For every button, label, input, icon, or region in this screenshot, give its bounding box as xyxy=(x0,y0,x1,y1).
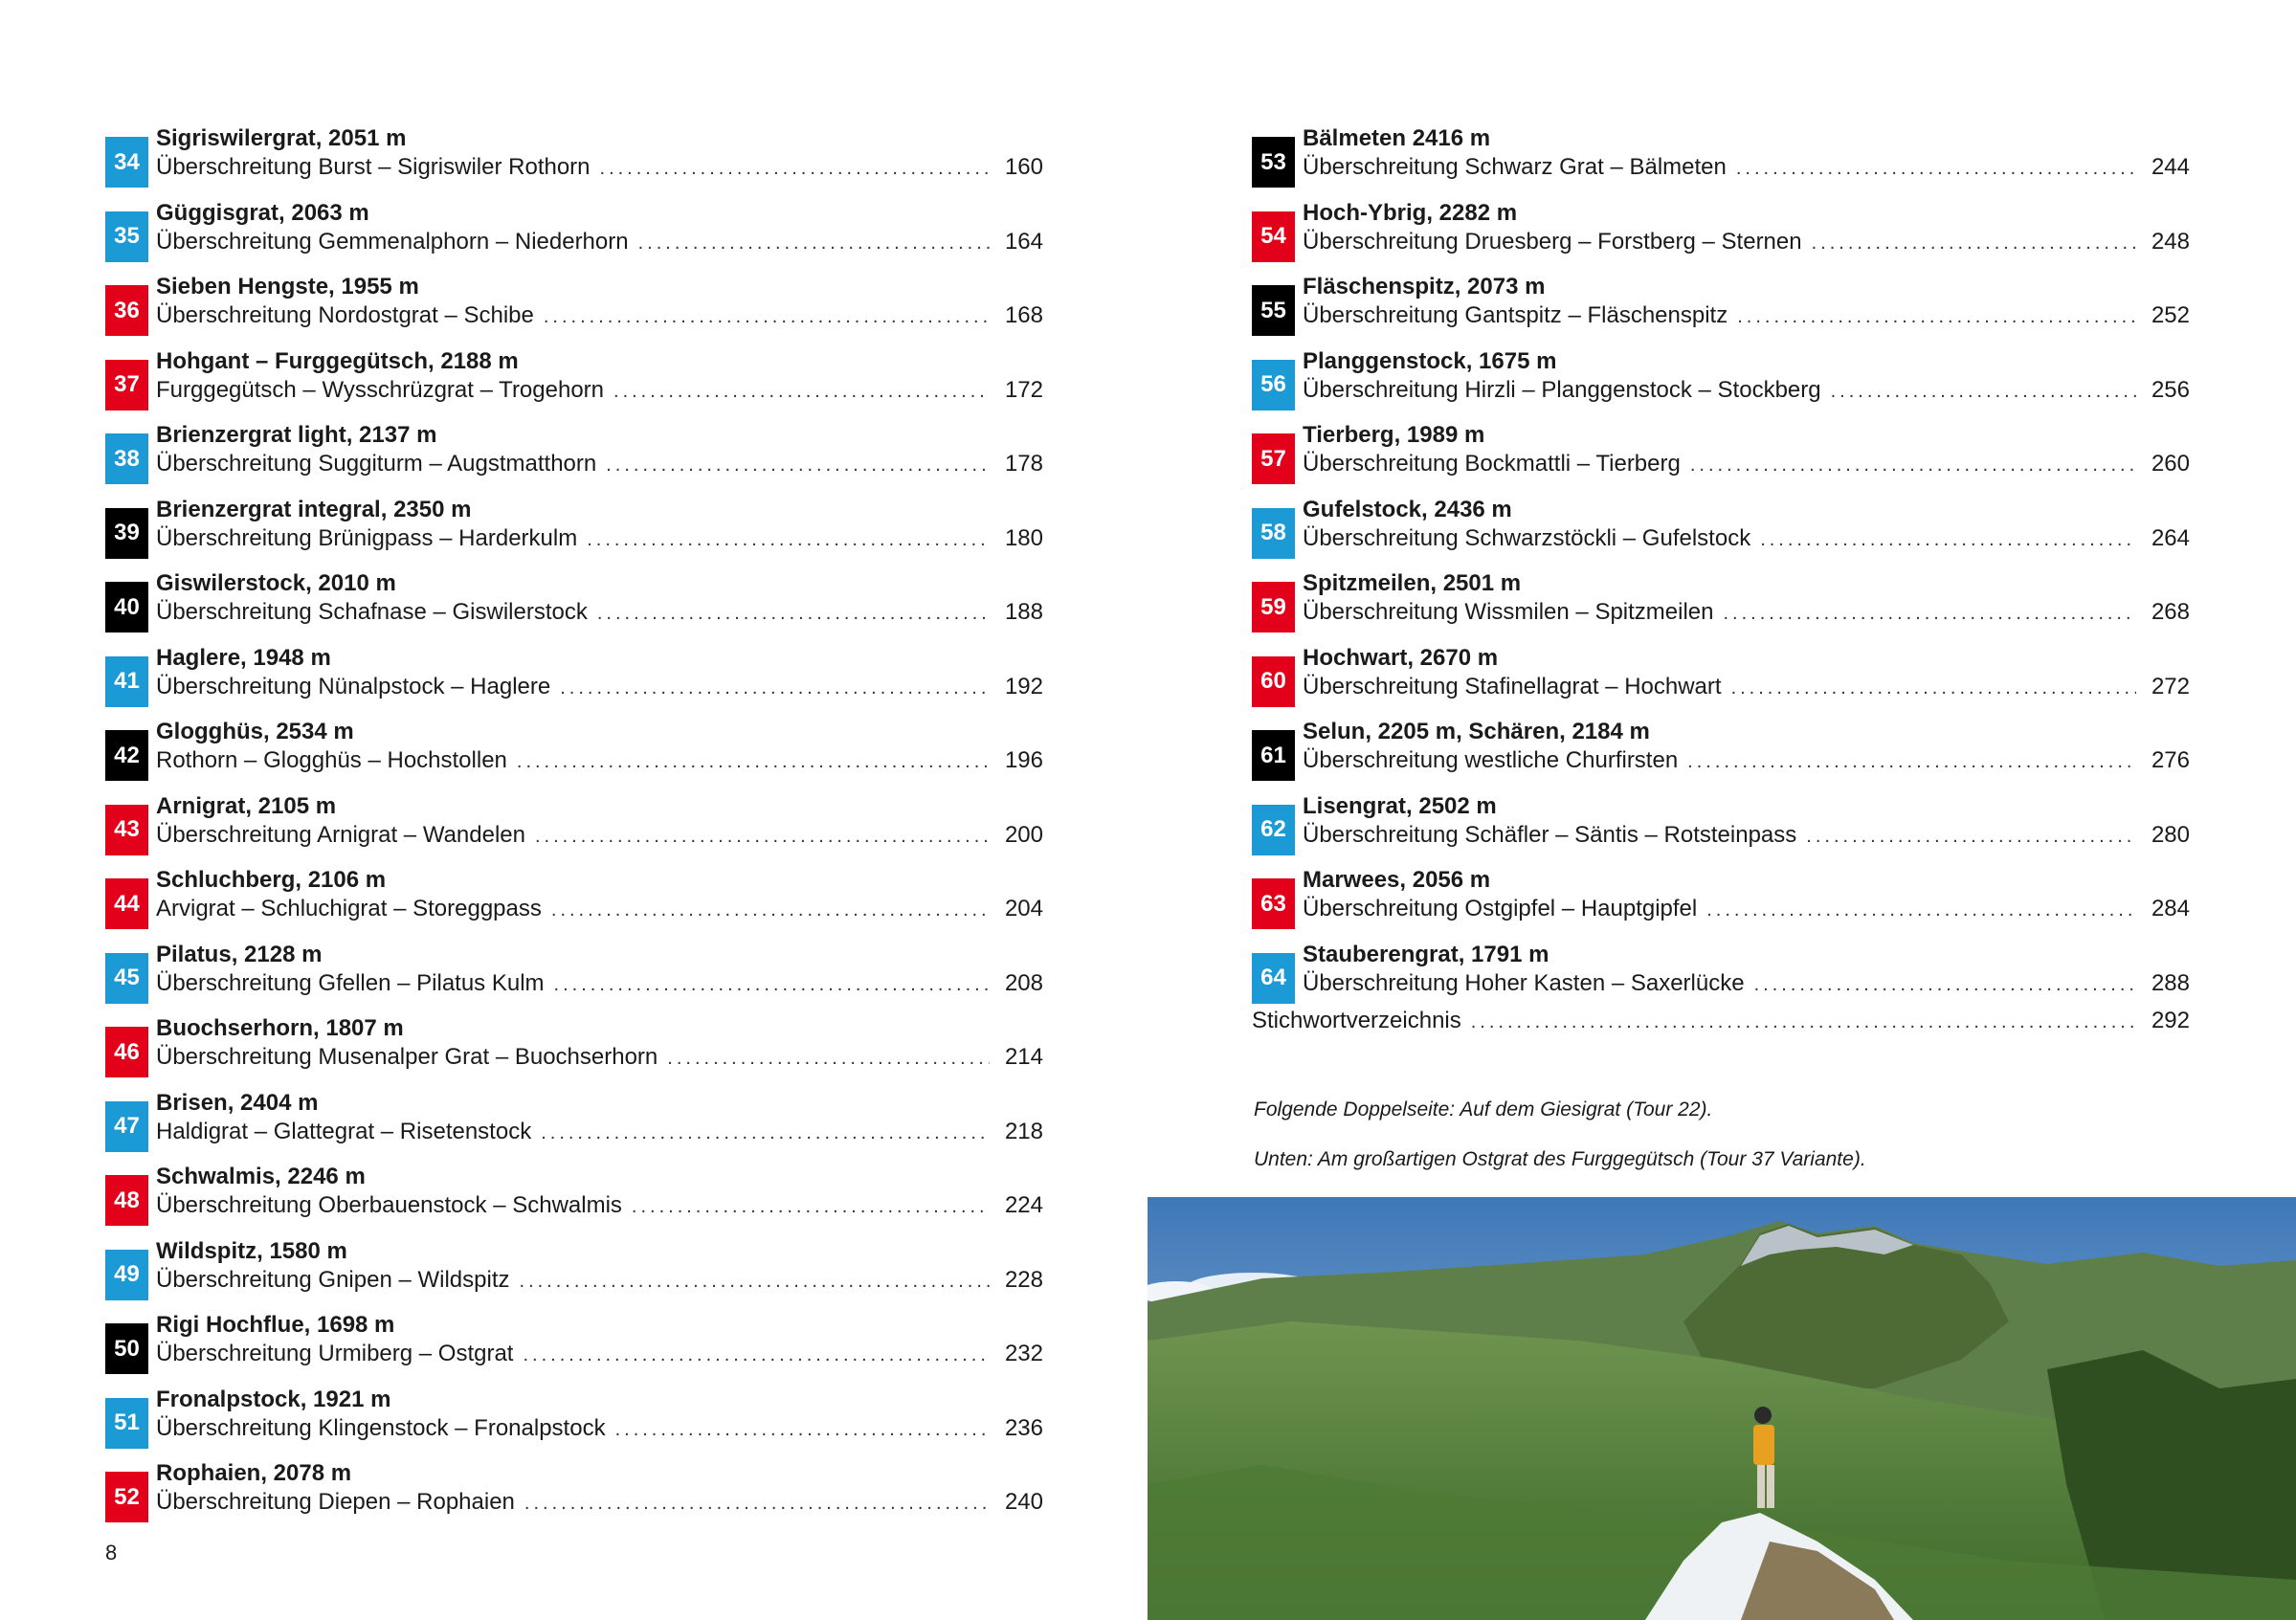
toc-entry[interactable] xyxy=(1252,496,2190,555)
tour-number-badge: 41 xyxy=(105,656,148,707)
tour-title: Brisen, 2404 m xyxy=(156,1089,319,1116)
tour-line xyxy=(156,524,1043,553)
tour-route: Haldigrat – Glattegrat – Risetenstock xyxy=(156,1118,532,1144)
dot-leader xyxy=(554,970,990,999)
tour-page: 204 xyxy=(1004,896,1043,921)
toc-index-entry[interactable] xyxy=(1252,1007,2190,1035)
tour-title: Buochserhorn, 1807 m xyxy=(156,1015,404,1041)
tour-route: Überschreitung Hirzli – Planggenstock – Stockberg xyxy=(1303,376,1821,403)
tour-route: Überschreitung Burst – Sigriswiler Rothorn xyxy=(156,154,591,180)
dot-leader xyxy=(1736,154,2136,183)
tour-line xyxy=(156,376,1043,405)
tour-page: 208 xyxy=(1004,969,1043,996)
dot-leader xyxy=(560,674,990,702)
tour-title: Fläschenspitz, 2073 m xyxy=(1303,274,1546,300)
tour-page: 268 xyxy=(2151,599,2190,625)
tour-line xyxy=(156,895,1043,923)
toc-entry[interactable] xyxy=(1252,866,2190,925)
tour-line xyxy=(156,821,1043,850)
caption-below: Unten: Am großartigen Ostgrat des Furggegütsch (Tour 37 Variante). xyxy=(1254,1148,1866,1170)
tour-page: 168 xyxy=(1004,302,1043,328)
toc-entry[interactable] xyxy=(1252,199,2190,258)
toc-entry[interactable] xyxy=(1252,718,2190,777)
tour-page: 224 xyxy=(1004,1192,1043,1218)
toc-entry[interactable] xyxy=(1252,347,2190,407)
tour-number-badge: 55 xyxy=(1252,285,1295,336)
tour-number-badge: 47 xyxy=(105,1101,148,1152)
tour-number-badge: 34 xyxy=(105,137,148,188)
dot-leader xyxy=(638,229,990,257)
toc-entry[interactable] xyxy=(105,792,1043,852)
dot-leader xyxy=(606,451,990,479)
tour-page: 188 xyxy=(1004,599,1043,625)
toc-entry[interactable] xyxy=(1252,273,2190,332)
toc-entry[interactable] xyxy=(105,1163,1043,1222)
toc-entry[interactable] xyxy=(105,1386,1043,1445)
tour-line xyxy=(156,969,1043,998)
tour-route: Überschreitung Hoher Kasten – Saxerlücke xyxy=(1303,969,1745,996)
tour-line xyxy=(156,1043,1043,1072)
toc-entry[interactable] xyxy=(1252,569,2190,629)
tour-title: Bälmeten 2416 m xyxy=(1303,125,1491,151)
tour-number-badge: 56 xyxy=(1252,360,1295,411)
tour-title: Fronalpstock, 1921 m xyxy=(156,1386,391,1412)
tour-title: Güggisgrat, 2063 m xyxy=(156,199,369,226)
tour-page: 178 xyxy=(1004,451,1043,477)
tour-number-badge: 36 xyxy=(105,285,148,336)
tour-line xyxy=(156,1191,1043,1220)
tour-title: Pilatus, 2128 m xyxy=(156,941,323,967)
tour-number-badge: 40 xyxy=(105,582,148,632)
tour-line xyxy=(156,1340,1043,1368)
tour-title: Selun, 2205 m, Schären, 2184 m xyxy=(1303,719,1650,744)
dot-leader xyxy=(667,1044,990,1073)
tour-title: Glogghüs, 2534 m xyxy=(156,719,354,744)
tour-line xyxy=(1303,153,2190,182)
dot-leader xyxy=(1760,525,2136,554)
tour-line xyxy=(1303,598,2190,627)
dot-leader xyxy=(1812,229,2136,257)
tour-title: Sieben Hengste, 1955 m xyxy=(156,274,419,300)
tour-route: Überschreitung Gantspitz – Fläschenspitz xyxy=(1303,302,1728,328)
tour-title: Sigriswilergrat, 2051 m xyxy=(156,125,407,151)
toc-entry[interactable] xyxy=(105,644,1043,703)
dot-leader xyxy=(1806,822,2136,851)
caption-next-spread: Folgende Doppelseite: Auf dem Giesigrat (Tour 22). xyxy=(1254,1098,1713,1121)
tour-title: Hoch-Ybrig, 2282 m xyxy=(1303,199,1518,226)
tour-route: Furggegütsch – Wysschrüzgrat – Trogehorn xyxy=(156,376,605,403)
tour-title: Stauberengrat, 1791 m xyxy=(1303,941,1549,967)
tour-line xyxy=(156,153,1043,182)
tour-page: 236 xyxy=(1004,1414,1043,1441)
tour-line xyxy=(1303,673,2190,701)
tour-title: Lisengrat, 2502 m xyxy=(1303,792,1497,819)
tour-line xyxy=(1303,301,2190,330)
tour-route: Überschreitung Klingenstock – Fronalpstock xyxy=(156,1414,606,1441)
dot-leader xyxy=(600,154,990,183)
index-page: 292 xyxy=(2151,1008,2190,1033)
tour-line xyxy=(156,746,1043,775)
tour-line xyxy=(156,228,1043,256)
tour-title: Planggenstock, 1675 m xyxy=(1303,347,1557,374)
toc-entry[interactable] xyxy=(105,1089,1043,1148)
tour-route: Überschreitung Nünalpstock – Haglere xyxy=(156,673,551,699)
toc-entry[interactable] xyxy=(105,1311,1043,1370)
tour-route: Überschreitung Wissmilen – Spitzmeilen xyxy=(1303,599,1714,625)
toc-entry[interactable] xyxy=(105,941,1043,1000)
tour-page: 240 xyxy=(1004,1489,1043,1515)
tour-number-badge: 38 xyxy=(105,433,148,484)
toc-entry[interactable] xyxy=(1252,124,2190,184)
page-number: 8 xyxy=(105,1541,118,1565)
dot-leader xyxy=(1754,970,2136,999)
tour-page: 252 xyxy=(2151,302,2190,328)
tour-number-badge: 39 xyxy=(105,508,148,559)
tour-route: Arvigrat – Schluchigrat – Storeggpass xyxy=(156,896,542,921)
tour-page: 218 xyxy=(1004,1118,1043,1144)
tour-number-badge: 58 xyxy=(1252,508,1295,559)
tour-title: Arnigrat, 2105 m xyxy=(156,792,337,819)
tour-page: 228 xyxy=(1004,1266,1043,1293)
toc-entry[interactable] xyxy=(105,496,1043,555)
mountain-photo xyxy=(1148,1197,2296,1620)
tour-number-badge: 63 xyxy=(1252,878,1295,929)
tour-number-badge: 51 xyxy=(105,1398,148,1449)
dot-leader xyxy=(1737,302,2136,331)
tour-page: 272 xyxy=(2151,673,2190,699)
toc-entry[interactable] xyxy=(105,199,1043,258)
tour-number-badge: 57 xyxy=(1252,433,1295,484)
toc-entry[interactable] xyxy=(105,1459,1043,1519)
tour-title: Brienzergrat light, 2137 m xyxy=(156,422,437,448)
tour-route: Überschreitung Schafnase – Giswilerstock xyxy=(156,599,588,625)
tour-title: Brienzergrat integral, 2350 m xyxy=(156,496,472,522)
toc-entry[interactable] xyxy=(105,421,1043,480)
tour-number-badge: 53 xyxy=(1252,137,1295,188)
tour-line xyxy=(156,1266,1043,1295)
tour-page: 172 xyxy=(1004,376,1043,403)
tour-route: Überschreitung Gnipen – Wildspitz xyxy=(156,1266,510,1293)
dot-leader xyxy=(613,377,990,406)
tour-number-badge: 48 xyxy=(105,1175,148,1226)
tour-route: Überschreitung Schwarz Grat – Bälmeten xyxy=(1303,154,1727,180)
tour-route: Überschreitung Suggiturm – Augstmatthorn xyxy=(156,451,597,477)
tour-number-badge: 52 xyxy=(105,1472,148,1522)
tour-title: Rigi Hochflue, 1698 m xyxy=(156,1312,395,1338)
tour-number-badge: 59 xyxy=(1252,582,1295,632)
tour-number-badge: 62 xyxy=(1252,805,1295,855)
tour-line xyxy=(1303,376,2190,405)
tour-title: Rophaien, 2078 m xyxy=(156,1460,352,1486)
tour-title: Haglere, 1948 m xyxy=(156,644,331,671)
tour-route: Überschreitung Stafinellagrat – Hochwart xyxy=(1303,673,1722,699)
dot-leader xyxy=(597,599,990,628)
tour-line xyxy=(156,1118,1043,1146)
toc-entry[interactable] xyxy=(105,124,1043,184)
tour-title: Wildspitz, 1580 m xyxy=(156,1237,347,1264)
tour-line xyxy=(156,1488,1043,1517)
tour-route: Überschreitung Oberbauenstock – Schwalmis xyxy=(156,1192,622,1218)
tour-page: 244 xyxy=(2151,154,2190,180)
dot-leader xyxy=(1471,1008,2136,1036)
tour-line xyxy=(156,673,1043,701)
tour-route: Überschreitung Diepen – Rophaien xyxy=(156,1489,515,1515)
tour-route: Überschreitung westliche Churfirsten xyxy=(1303,747,1679,773)
tour-line xyxy=(156,598,1043,627)
tour-title: Hohgant – Furggegütsch, 2188 m xyxy=(156,347,519,374)
tour-line xyxy=(1303,895,2190,923)
tour-line xyxy=(1303,228,2190,256)
dot-leader xyxy=(517,747,990,776)
tour-page: 160 xyxy=(1004,154,1043,180)
tour-page: 180 xyxy=(1004,524,1043,551)
tour-route: Überschreitung Druesberg – Forstberg – Sternen xyxy=(1303,228,1802,255)
toc-entry[interactable] xyxy=(105,347,1043,407)
toc-entry[interactable] xyxy=(105,273,1043,332)
toc-entry[interactable] xyxy=(105,718,1043,777)
tour-title: Schwalmis, 2246 m xyxy=(156,1164,366,1189)
tour-line xyxy=(1303,969,2190,998)
tour-page: 192 xyxy=(1004,673,1043,699)
tour-number-badge: 43 xyxy=(105,805,148,855)
tour-route: Überschreitung Nordostgrat – Schibe xyxy=(156,302,534,328)
tour-page: 214 xyxy=(1004,1044,1043,1070)
tour-route: Überschreitung Brünigpass – Harderkulm xyxy=(156,524,578,551)
tour-number-badge: 37 xyxy=(105,360,148,411)
tour-number-badge: 35 xyxy=(105,211,148,262)
toc-entry[interactable] xyxy=(105,1237,1043,1297)
tour-page: 232 xyxy=(1004,1341,1043,1366)
tour-line xyxy=(156,1414,1043,1443)
tour-route: Überschreitung Schwarzstöckli – Gufelstock xyxy=(1303,524,1751,551)
toc-entry[interactable] xyxy=(1252,941,2190,1000)
tour-title: Schluchberg, 2106 m xyxy=(156,867,387,893)
tour-page: 280 xyxy=(2151,821,2190,848)
tour-line xyxy=(1303,821,2190,850)
toc-entry[interactable] xyxy=(105,866,1043,925)
toc-entry[interactable] xyxy=(1252,421,2190,480)
tour-page: 264 xyxy=(2151,524,2190,551)
tour-route: Überschreitung Schäfler – Säntis – Rotsteinpass xyxy=(1303,821,1797,848)
tour-line xyxy=(156,450,1043,478)
tour-number-badge: 60 xyxy=(1252,656,1295,707)
tour-title: Hochwart, 2670 m xyxy=(1303,644,1499,671)
tour-line xyxy=(156,301,1043,330)
tour-line xyxy=(1303,746,2190,775)
tour-number-badge: 64 xyxy=(1252,953,1295,1004)
dot-leader xyxy=(541,1119,990,1147)
tour-number-badge: 42 xyxy=(105,730,148,781)
tour-route: Rothorn – Glogghüs – Hochstollen xyxy=(156,747,507,773)
tour-title: Gufelstock, 2436 m xyxy=(1303,496,1512,522)
tour-number-badge: 49 xyxy=(105,1250,148,1300)
dot-leader xyxy=(1706,896,2136,924)
tour-line xyxy=(1303,450,2190,478)
tour-route: Überschreitung Gemmenalphorn – Niederhorn xyxy=(156,228,629,255)
toc-entry[interactable] xyxy=(1252,792,2190,852)
tour-page: 248 xyxy=(2151,228,2190,255)
dot-leader xyxy=(535,822,990,851)
tour-number-badge: 45 xyxy=(105,953,148,1004)
index-label: Stichwortverzeichnis xyxy=(1252,1008,1461,1033)
tour-page: 288 xyxy=(2151,969,2190,996)
tour-route: Überschreitung Arnigrat – Wandelen xyxy=(156,821,525,848)
tour-page: 256 xyxy=(2151,376,2190,403)
tour-number-badge: 46 xyxy=(105,1027,148,1077)
dot-leader xyxy=(587,525,990,554)
tour-number-badge: 44 xyxy=(105,878,148,929)
dot-leader xyxy=(632,1192,990,1221)
dot-leader xyxy=(1690,451,2136,479)
toc-entry[interactable] xyxy=(1252,644,2190,703)
tour-number-badge: 54 xyxy=(1252,211,1295,262)
dot-leader xyxy=(524,1489,990,1518)
tour-page: 276 xyxy=(2151,747,2190,773)
tour-route: Überschreitung Ostgipfel – Hauptgipfel xyxy=(1303,896,1698,921)
tour-page: 164 xyxy=(1004,228,1043,255)
dot-leader xyxy=(1831,377,2136,406)
tour-route: Überschreitung Gfellen – Pilatus Kulm xyxy=(156,969,545,996)
tour-page: 196 xyxy=(1004,747,1043,773)
dot-leader xyxy=(1724,599,2137,628)
dot-leader xyxy=(523,1341,990,1369)
tour-title: Giswilerstock, 2010 m xyxy=(156,570,396,596)
dot-leader xyxy=(520,1267,990,1296)
dot-leader xyxy=(551,896,990,924)
tour-page: 284 xyxy=(2151,896,2190,921)
tour-page: 200 xyxy=(1004,821,1043,848)
dot-leader xyxy=(544,302,990,331)
tour-number-badge: 61 xyxy=(1252,730,1295,781)
toc-entry[interactable] xyxy=(105,1014,1043,1074)
tour-route: Überschreitung Bockmattli – Tierberg xyxy=(1303,451,1681,477)
dot-leader xyxy=(615,1415,990,1444)
tour-title: Tierberg, 1989 m xyxy=(1303,422,1485,448)
tour-number-badge: 50 xyxy=(105,1323,148,1374)
tour-line xyxy=(1303,524,2190,553)
tour-page: 260 xyxy=(2151,451,2190,477)
tour-title: Marwees, 2056 m xyxy=(1303,867,1491,893)
dot-leader xyxy=(1731,674,2136,702)
tour-title: Spitzmeilen, 2501 m xyxy=(1303,570,1522,596)
tour-route: Überschreitung Urmiberg – Ostgrat xyxy=(156,1341,514,1366)
toc-entry[interactable] xyxy=(105,569,1043,629)
dot-leader xyxy=(1687,747,2136,776)
tour-route: Überschreitung Musenalper Grat – Buochserhorn xyxy=(156,1044,658,1070)
